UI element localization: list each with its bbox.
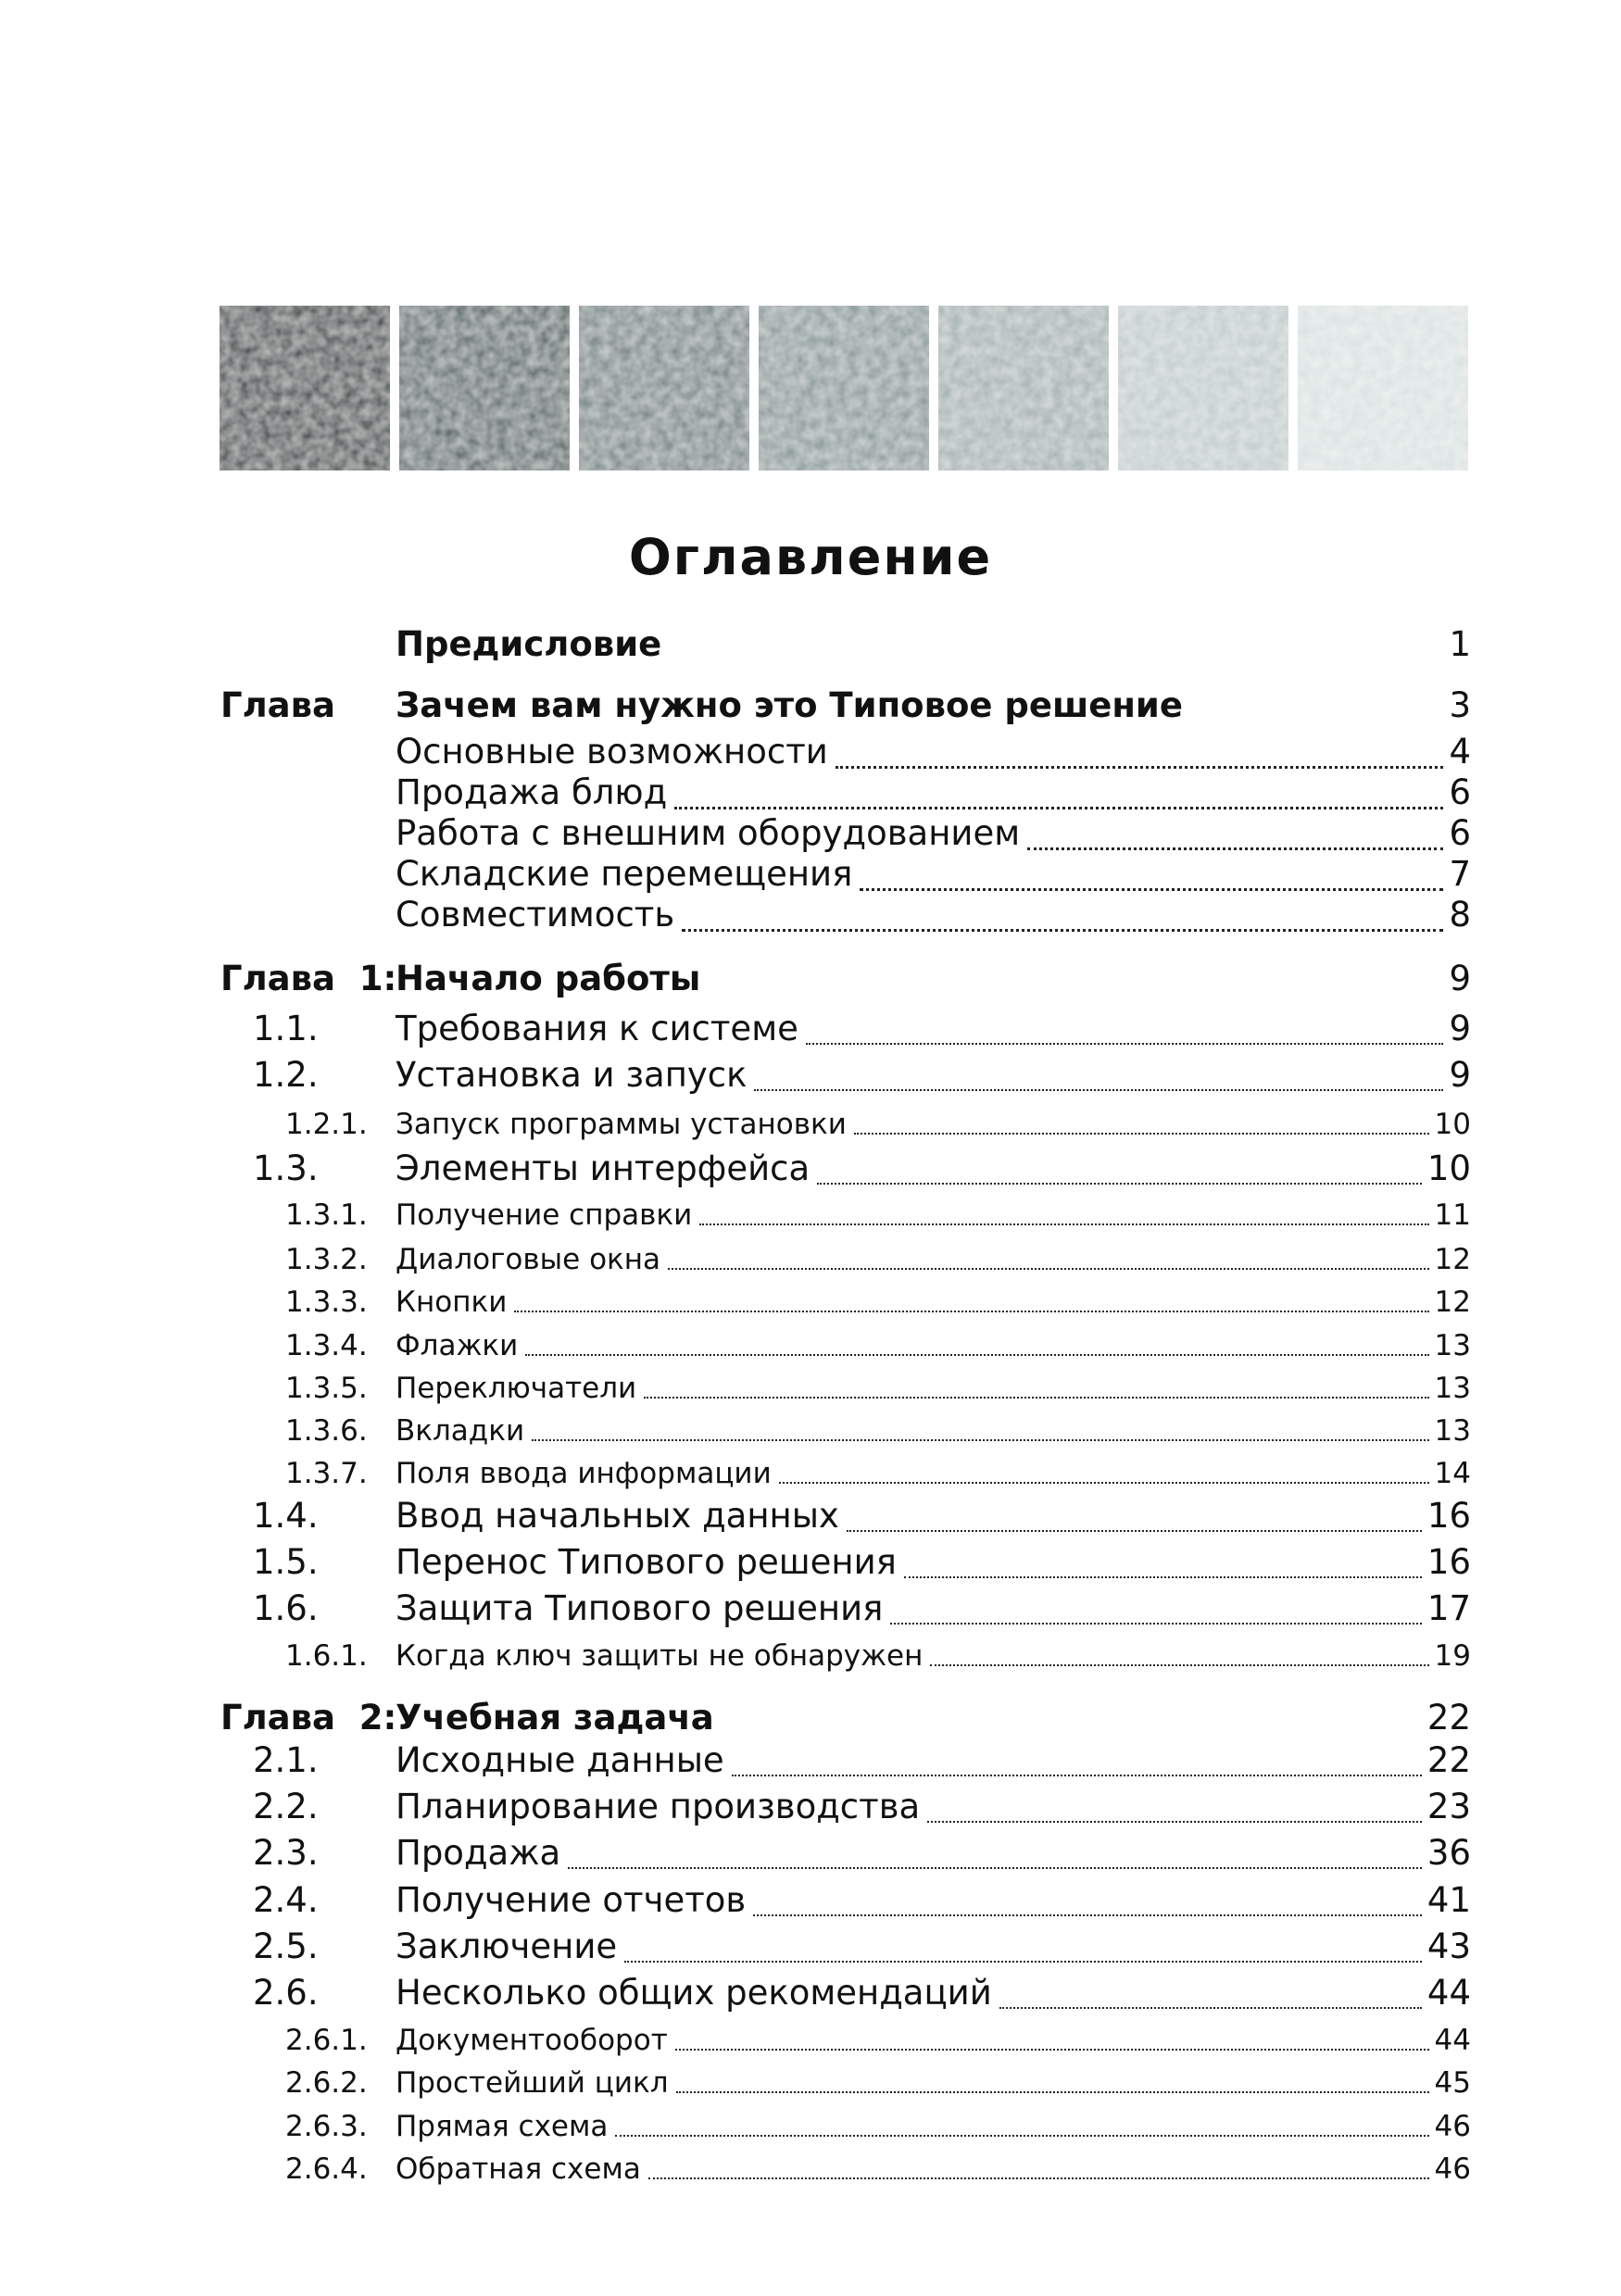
toc-entry-title: Элементы интерфейса xyxy=(396,1148,810,1188)
toc-entry[interactable] xyxy=(0,1053,1621,1098)
toc-entry-title: Начало работы xyxy=(396,959,701,998)
toc-entry-title: Совместимость xyxy=(396,895,675,935)
toc-dot-leader xyxy=(890,1623,1422,1625)
toc-entry[interactable] xyxy=(0,1831,1621,1876)
toc-entry-title: Получение справки xyxy=(396,1198,693,1232)
toc-entry[interactable] xyxy=(0,1971,1621,2015)
toc-dot-leader xyxy=(648,2177,1429,2179)
toc-entry-page: 12 xyxy=(1434,1243,1471,1276)
toc-entry[interactable] xyxy=(0,622,1621,667)
toc-dot-leader xyxy=(615,2135,1428,2137)
toc-entry[interactable] xyxy=(0,730,1621,774)
toc-entry-number: 1.3.7. xyxy=(285,1457,368,1490)
toc-dot-leader xyxy=(532,1439,1428,1441)
toc-entry-title: Продажа xyxy=(396,1833,561,1873)
toc-entry-number: 1.5. xyxy=(253,1542,319,1582)
toc-dot-leader xyxy=(676,2091,1429,2093)
toc-entry-page: 7 xyxy=(1449,854,1471,894)
toc-entry[interactable] xyxy=(0,957,1621,1001)
toc-entry-title: Обратная схема xyxy=(396,2152,641,2186)
toc-entry-title: Прямая схема xyxy=(396,2110,609,2143)
toc-entry[interactable] xyxy=(0,1540,1621,1585)
toc-entry-title: Учебная задача xyxy=(396,1698,714,1738)
toc-dot-leader xyxy=(904,1576,1422,1578)
toc-entry-title: Диалоговые окна xyxy=(396,1243,661,1276)
toc-entry-number: Глава xyxy=(220,685,336,725)
toc-dot-leader xyxy=(624,1961,1422,1963)
toc-entry-title: Основные возможности xyxy=(396,732,828,772)
toc-entry-number: 2.2. xyxy=(253,1787,319,1826)
toc-entry[interactable] xyxy=(0,2018,1621,2063)
toc-entry-page: 12 xyxy=(1434,1286,1471,1319)
toc-entry-page: 11 xyxy=(1434,1198,1471,1232)
toc-entry-page: 23 xyxy=(1426,1787,1471,1826)
toc-entry-number: 1.3.2. xyxy=(285,1243,368,1276)
toc-entry[interactable] xyxy=(0,1494,1621,1538)
toc-entry-number: 1.6. xyxy=(253,1588,319,1628)
toc-entry[interactable] xyxy=(0,1696,1621,1740)
toc-entry-page: 1 xyxy=(1449,624,1471,664)
toc-entry-number: 1.3.3. xyxy=(285,1286,368,1319)
toc-dot-leader xyxy=(806,1043,1444,1045)
toc-entry-page: 3 xyxy=(1449,685,1471,725)
toc-entry-number: 1.3.4. xyxy=(285,1329,368,1362)
toc-entry-number: 1.4. xyxy=(253,1496,319,1536)
toc-entry[interactable] xyxy=(0,1451,1621,1496)
toc-entry[interactable] xyxy=(0,1587,1621,1631)
toc-entry-page: 10 xyxy=(1426,1148,1471,1188)
toc-dot-leader xyxy=(568,1867,1422,1869)
toc-entry-title: Исходные данные xyxy=(396,1740,724,1780)
toc-entry-title: Защита Типового решения xyxy=(396,1588,884,1628)
toc-entry[interactable] xyxy=(0,1634,1621,1678)
toc-entry-page: 8 xyxy=(1449,895,1471,935)
toc-dot-leader xyxy=(675,2049,1429,2051)
toc-entry[interactable] xyxy=(0,1324,1621,1368)
toc-dot-leader xyxy=(514,1311,1428,1312)
toc-entry-title: Поля ввода информации xyxy=(396,1457,772,1490)
toc-entry[interactable] xyxy=(0,1366,1621,1411)
toc-entry[interactable] xyxy=(0,1738,1621,1783)
toc-dot-leader xyxy=(930,1664,1428,1666)
toc-entry-number: 2.6.2. xyxy=(285,2066,368,2100)
toc-dot-leader xyxy=(699,1223,1428,1225)
toc-dot-leader xyxy=(836,766,1444,769)
toc-entry-page: 9 xyxy=(1449,959,1471,998)
toc-entry[interactable] xyxy=(0,811,1621,856)
toc-entry-page: 46 xyxy=(1434,2152,1471,2186)
toc-entry-page: 4 xyxy=(1449,732,1471,772)
toc-entry-title: Получение отчетов xyxy=(396,1880,747,1920)
toc-entry-title: Кнопки xyxy=(396,1286,508,1319)
toc-entry-page: 17 xyxy=(1426,1588,1471,1628)
toc-entry[interactable] xyxy=(0,2104,1621,2149)
toc-entry-page: 13 xyxy=(1434,1372,1471,1405)
toc-entry-page: 22 xyxy=(1426,1698,1471,1738)
toc-entry-title: Запуск программы установки xyxy=(396,1108,847,1141)
toc-dot-leader xyxy=(999,2007,1422,2009)
toc-entry-number: 1.2. xyxy=(253,1055,319,1095)
toc-entry-page: 45 xyxy=(1434,2066,1471,2100)
toc-entry-page: 22 xyxy=(1426,1740,1471,1780)
toc-entry-number: 1.1. xyxy=(253,1009,319,1048)
toc-entry-page: 13 xyxy=(1434,1329,1471,1362)
toc-entry-number: 2.6.4. xyxy=(285,2152,368,2186)
toc-dot-leader xyxy=(754,1089,1443,1091)
toc-entry-title: Складские перемещения xyxy=(396,854,853,894)
toc-dot-leader xyxy=(644,1397,1428,1399)
toc-entry[interactable] xyxy=(0,1147,1621,1191)
toc-dot-leader xyxy=(682,929,1443,932)
toc-entry-number: 2.6.1. xyxy=(285,2024,368,2057)
toc-entry[interactable] xyxy=(0,1878,1621,1923)
toc-entry-number: Глава 2: xyxy=(220,1698,397,1738)
toc-entry-number: 1.3. xyxy=(253,1148,319,1188)
toc-entry-page: 19 xyxy=(1434,1639,1471,1673)
toc-dot-leader xyxy=(854,1133,1429,1135)
toc-entry[interactable] xyxy=(0,771,1621,815)
toc-dot-leader xyxy=(1027,847,1443,850)
toc-entry-title: Вкладки xyxy=(396,1414,525,1448)
toc-entry[interactable] xyxy=(0,2147,1621,2191)
toc-entry-title: Несколько общих рекомендаций xyxy=(396,1973,992,2013)
toc-entry-page: 41 xyxy=(1426,1880,1471,1920)
toc-entry-page: 16 xyxy=(1426,1542,1471,1582)
toc-dot-leader xyxy=(860,888,1443,891)
toc-entry[interactable] xyxy=(0,1409,1621,1453)
toc-dot-leader xyxy=(732,1775,1422,1776)
toc-entry-number: 2.4. xyxy=(253,1880,319,1920)
page-title: Оглавление xyxy=(628,528,993,586)
toc-entry-page: 46 xyxy=(1434,2110,1471,2143)
toc-entry-title: Зачем вам нужно это Типовое решение xyxy=(396,685,1183,725)
toc-entry-page: 36 xyxy=(1426,1833,1471,1873)
toc-dot-leader xyxy=(753,1914,1422,1916)
toc-entry-number: 1.3.5. xyxy=(285,1372,368,1405)
toc-entry[interactable] xyxy=(0,1193,1621,1237)
toc-entry-title: Установка и запуск xyxy=(396,1055,748,1095)
toc-entry[interactable] xyxy=(0,1237,1621,1282)
toc-entry-number: 1.6.1. xyxy=(285,1639,368,1673)
toc-entry-number: 1.3.6. xyxy=(285,1414,368,1448)
toc-entry-title: Продажа блюд xyxy=(396,772,668,812)
toc-dot-leader xyxy=(668,1268,1429,1270)
toc-entry-title: Заключение xyxy=(396,1926,618,1966)
toc-entry-page: 44 xyxy=(1434,2024,1471,2057)
toc-dot-leader xyxy=(927,1821,1422,1823)
toc-entry-title: Документооборот xyxy=(396,2024,668,2057)
toc-entry[interactable] xyxy=(0,1785,1621,1829)
toc-entry-page: 16 xyxy=(1426,1496,1471,1536)
toc-entry-title: Ввод начальных данных xyxy=(396,1496,839,1536)
toc-entry-number: 2.6. xyxy=(253,1973,319,2013)
toc-entry-title: Планирование производства xyxy=(396,1787,921,1826)
toc-dot-leader xyxy=(847,1530,1422,1532)
toc-entry-page: 6 xyxy=(1449,772,1471,812)
toc-entry-title: Перенос Типового решения xyxy=(396,1542,897,1582)
toc-entry-page: 13 xyxy=(1434,1414,1471,1448)
toc-entry[interactable] xyxy=(0,2061,1621,2105)
toc-entry[interactable] xyxy=(0,1280,1621,1324)
toc-entry-title: Переключатели xyxy=(396,1372,637,1405)
toc-entry-page: 9 xyxy=(1449,1009,1471,1048)
toc-entry[interactable] xyxy=(0,684,1621,728)
toc-entry-title: Простейший цикл xyxy=(396,2066,669,2100)
toc-entry[interactable] xyxy=(0,1102,1621,1147)
toc-entry[interactable] xyxy=(0,893,1621,937)
toc-entry-page: 14 xyxy=(1434,1457,1471,1490)
toc-entry[interactable] xyxy=(0,1925,1621,1969)
toc-entry-page: 44 xyxy=(1426,1973,1471,2013)
toc-dot-leader xyxy=(674,807,1443,809)
toc-entry-title: Когда ключ защиты не обнаружен xyxy=(396,1639,924,1673)
toc-dot-leader xyxy=(817,1183,1422,1185)
toc-entry-title: Флажки xyxy=(396,1329,519,1362)
toc-entry-number: Глава 1: xyxy=(220,959,397,998)
toc-entry-number: 2.5. xyxy=(253,1926,319,1966)
toc-entry-title: Требования к системе xyxy=(396,1009,798,1048)
toc-dot-leader xyxy=(525,1354,1428,1356)
toc-entry-number: 1.2.1. xyxy=(285,1108,368,1141)
toc-entry-title: Работа с внешним оборудованием xyxy=(396,813,1021,853)
toc-entry-page: 10 xyxy=(1434,1108,1471,1141)
toc-entry-page: 9 xyxy=(1449,1055,1471,1095)
toc-entry-number: 2.3. xyxy=(253,1833,319,1873)
toc-entry-title: Предисловие xyxy=(396,624,662,664)
toc-entry-page: 43 xyxy=(1426,1926,1471,1966)
toc-entry-number: 1.3.1. xyxy=(285,1198,368,1232)
toc-entry[interactable] xyxy=(0,1007,1621,1051)
toc-entry[interactable] xyxy=(0,852,1621,897)
toc-entry-number: 2.1. xyxy=(253,1740,319,1780)
toc-entry-page: 6 xyxy=(1449,813,1471,853)
toc-entry-number: 2.6.3. xyxy=(285,2110,368,2143)
toc-dot-leader xyxy=(779,1482,1429,1484)
